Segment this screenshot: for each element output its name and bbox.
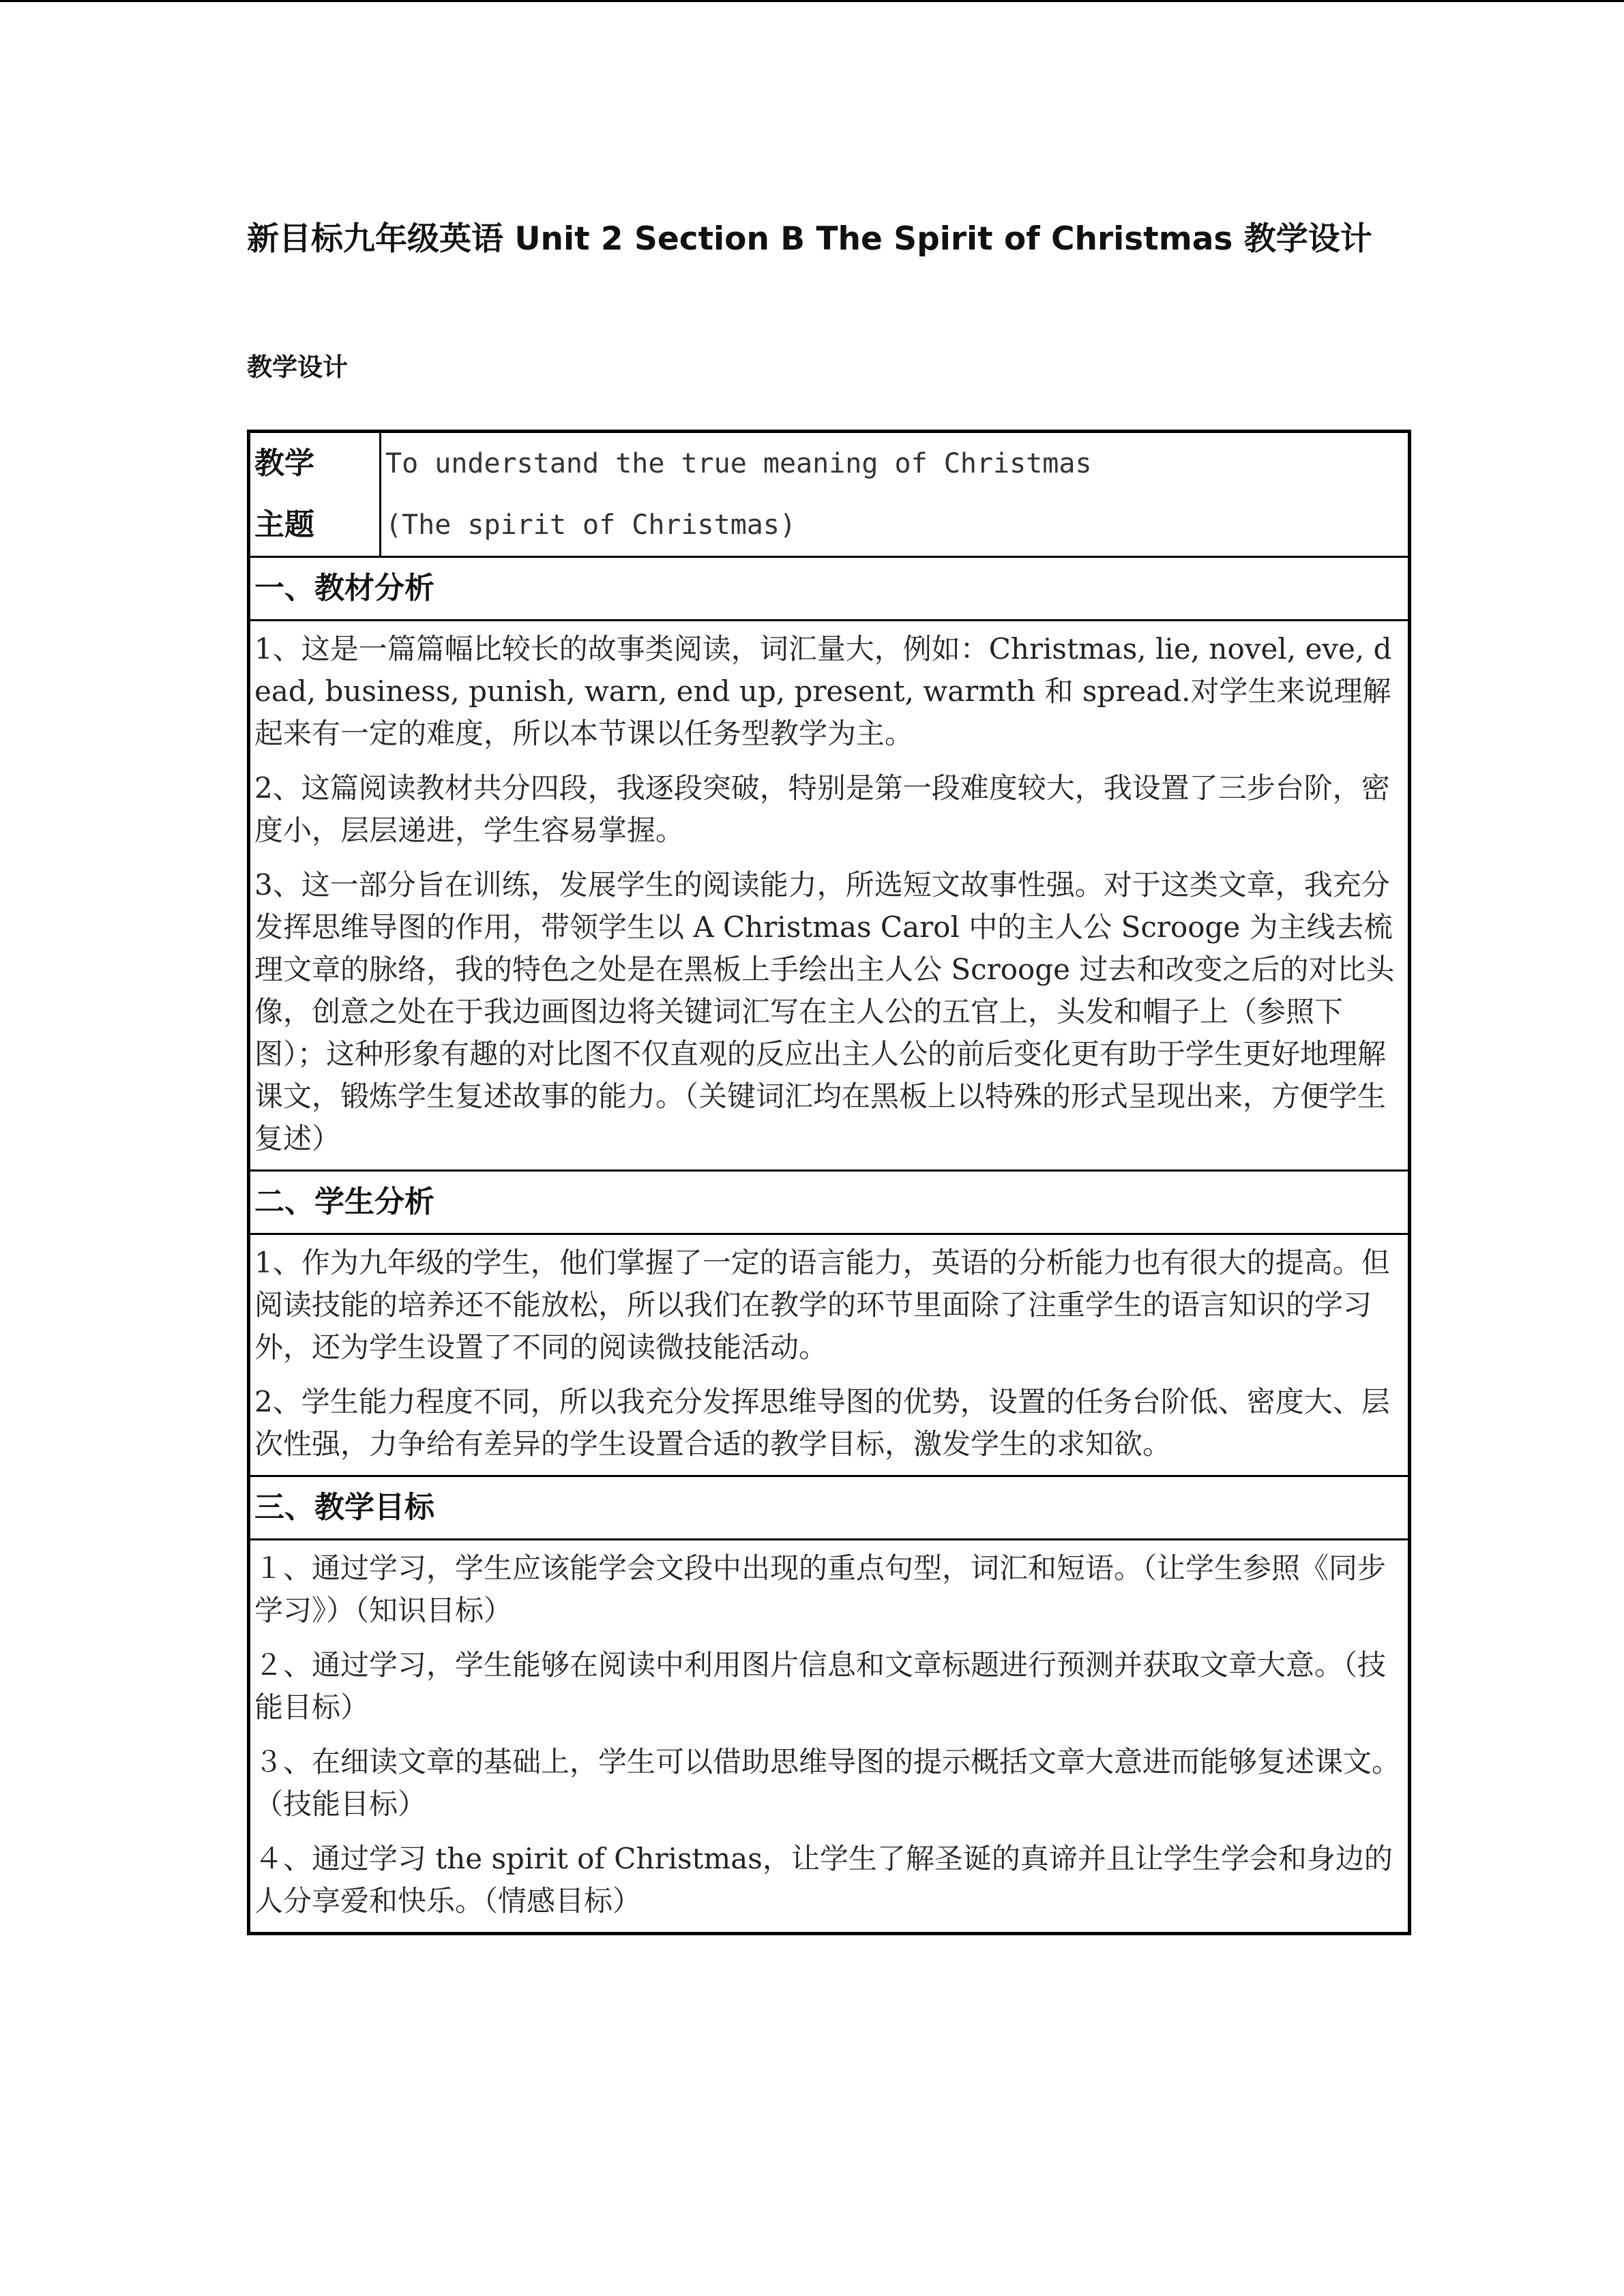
topic-label-cell <box>249 432 381 557</box>
section-content-row <box>249 1540 1410 1934</box>
document-title: 新目标九年级英语 Unit 2 Section B The Spirit of Christmas 教学设计 <box>247 220 1372 258</box>
section-1-content <box>249 621 1410 1171</box>
section-heading-row <box>249 1476 1410 1540</box>
section-1-paragraph-1: 1、这是一篇篇幅比较长的故事类阅读，词汇量大，例如：Christmas, lie, novel, eve, dead, business, punish, warn, end up, present, warmth 和 spread.对学生来说理解起来有一定的难度，所以本节课以任务型教学为主。 <box>254 632 1392 750</box>
section-heading: 教学设计 <box>247 353 348 382</box>
section-2-content <box>249 1234 1410 1476</box>
topic-row <box>249 432 1410 557</box>
section-heading-row <box>249 557 1410 621</box>
section-2-heading: 二、学生分析 <box>249 1171 1410 1234</box>
section-1-heading: 一、教材分析 <box>249 557 1410 621</box>
section-3-content <box>249 1540 1410 1934</box>
section-3-paragraph-4: ４、通过学习 the spirit of Christmas，让学生了解圣诞的真谛并且让学生学会和身边的人分享爱和快乐。（情感目标） <box>254 1842 1393 1918</box>
section-1-paragraph-2: 2、这篇阅读教材共分四段，我逐段突破，特别是第一段难度较大，我设置了三步台阶，密度小，层层递进，学生容易掌握。 <box>254 771 1390 847</box>
topic-label-line2: 主题 <box>254 507 314 542</box>
topic-value-line2: (The spirit of Christmas) <box>385 509 797 541</box>
section-3-paragraph-1: １、通过学习，学生应该能学会文段中出现的重点句型，词汇和短语。（让学生参照《同步学习》）（知识目标） <box>254 1551 1387 1627</box>
section-3-heading: 三、教学目标 <box>249 1476 1410 1540</box>
section-3-paragraph-2: ２、通过学习，学生能够在阅读中利用图片信息和文章标题进行预测并获取文章大意。（技能目标） <box>254 1648 1387 1724</box>
topic-value-cell <box>381 432 1410 557</box>
section-heading-row <box>249 1171 1410 1234</box>
section-1-paragraph-3: 3、这一部分旨在训练，发展学生的阅读能力，所选短文故事性强。对于这类文章，我充分发挥思维导图的作用，带领学生以 A Christmas Carol 中的主人公 Scrooge 为主线去梳理文章的脉络，我的特色之处是在黑板上手绘出主人公 Scrooge 过去和改变之后的对比头像，创意之处在于我边画图边将关键词汇写在主人公的五官上，头发和帽子上（参照下图）；这种形象有趣的对比图不仅直观的反应出主人公的前后变化更有助于学生更好地理解课文，锻炼学生复述故事的能力。（关键词汇均在黑板上以特殊的形式呈现出来，方便学生复述） <box>254 868 1395 1155</box>
lesson-plan-table <box>247 430 1411 1935</box>
section-content-row <box>249 1234 1410 1476</box>
top-border-line <box>0 0 1624 2</box>
topic-label-line1: 教学 <box>254 446 314 481</box>
topic-value-line1: To understand the true meaning of Christmas <box>385 448 1092 479</box>
section-3-paragraph-3: ３、在细读文章的基础上，学生可以借助思维导图的提示概括文章大意进而能够复述课文。（技能目标） <box>254 1745 1401 1821</box>
section-2-paragraph-2: 2、学生能力程度不同，所以我充分发挥思维导图的优势，设置的任务台阶低、密度大、层次性强，力争给有差异的学生设置合适的教学目标，激发学生的求知欲。 <box>254 1385 1390 1461</box>
section-content-row <box>249 621 1410 1171</box>
section-2-paragraph-1: 1、作为九年级的学生，他们掌握了一定的语言能力，英语的分析能力也有很大的提高。但阅读技能的培养还不能放松，所以我们在教学的环节里面除了注重学生的语言知识的学习外，还为学生设置了不同的阅读微技能活动。 <box>254 1246 1390 1364</box>
